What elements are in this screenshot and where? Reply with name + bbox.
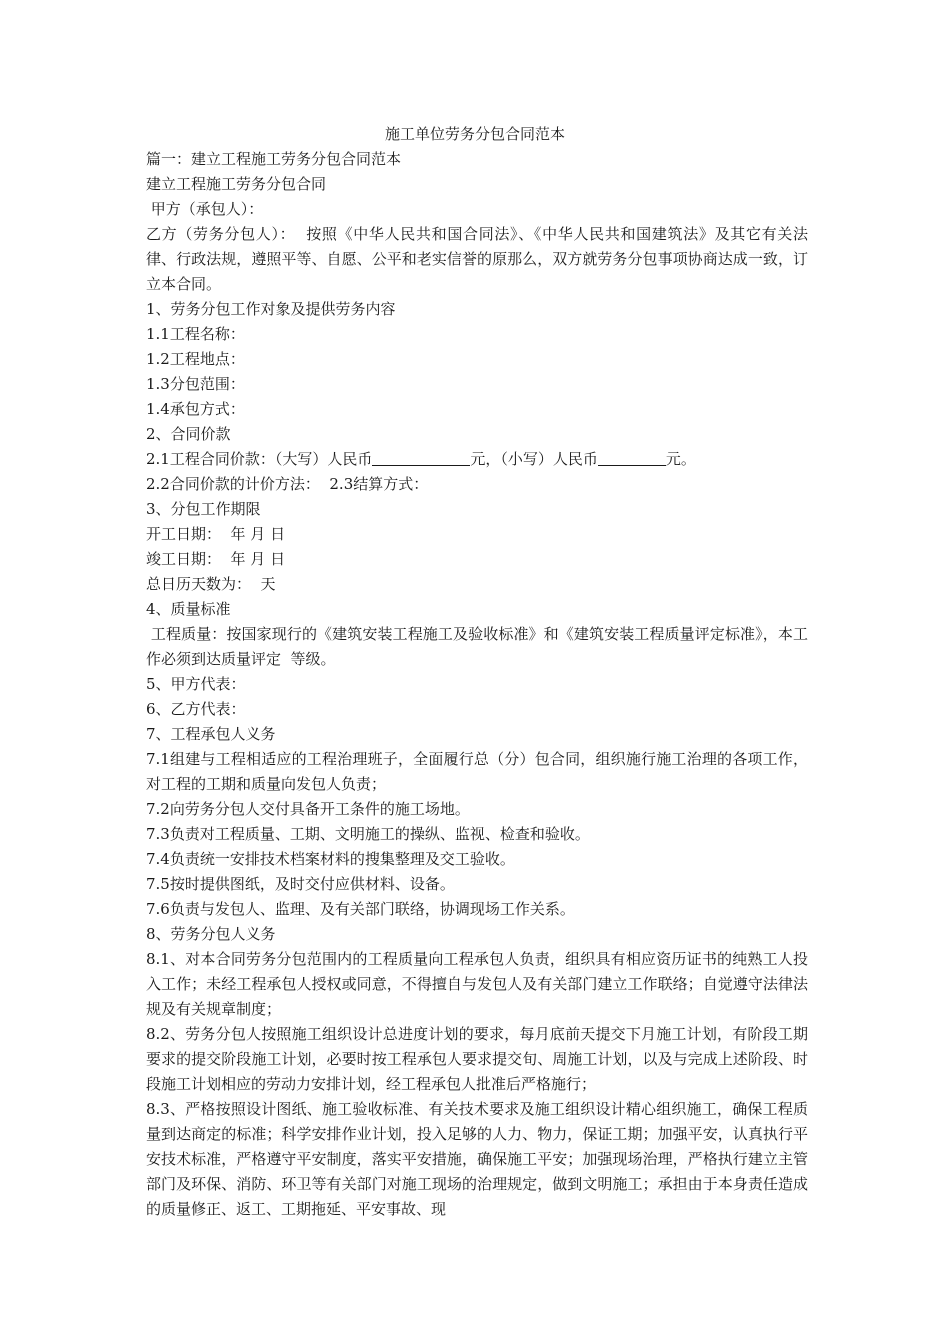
completion-date-line: 竣工日期： 年 月 日 [146,550,286,568]
section-3-heading: 3、分包工作期限 [146,500,261,518]
price-line-suffix: 元。 [665,450,696,468]
item-1-4: 1.4承包方式： [146,400,245,418]
item-7-6: 7.6负责与发包人、监理、及有关部门联络，协调现场工作关系。 [146,900,575,918]
item-2-1-price-line [146,447,808,472]
document-body [146,147,808,1222]
quality-paragraph: 工程质量：按国家现行的《建筑安装工程施工及验收标准》和《建筑安装工程质量评定标准》，本工作必须到达质量评定 等级。 [146,625,808,668]
section-4-heading: 4、质量标准 [146,600,231,618]
document-title: 施工单位劳务分包合同范本 [384,125,565,143]
item-7-4: 7.4负责统一安排技术档案材料的搜集整理及交工验收。 [146,850,515,868]
total-days-line: 总日历天数为： 天 [146,575,276,593]
price-line-mid: 元，（小写）人民币 [470,450,598,468]
amount-words-blank [372,447,470,466]
item-8-1: 8.1、对本合同劳务分包范围内的工程质量向工程承包人负责，组织具有相应资历证书的纯熟工人投入工作；未经工程承包人授权或同意，不得擅自与发包人及有关部门建立工作联络；自觉遵守法律法规及有关规章制度； [146,950,808,1018]
price-line-prefix: 2.1工程合同价款：（大写）人民币 [146,450,373,468]
section-5-party-a-rep: 5、甲方代表： [146,675,246,693]
section-7-heading: 7、工程承包人义务 [146,725,276,743]
item-7-3: 7.3负责对工程质量、工期、文明施工的操纵、监视、检查和验收。 [146,825,590,843]
item-7-2: 7.2向劳务分包人交付具备开工条件的施工场地。 [146,800,470,818]
contract-name: 建立工程施工劳务分包合同 [146,175,327,193]
item-8-3: 8.3、严格按照设计图纸、施工验收标准、有关技术要求及施工组织设计精心组织施工，确保工程质量到达商定的标准；科学安排作业计划，投入足够的人力、物力，保证工期；加强平安，认真执行平安技术标准，严格遵守平安制度，落实平安措施，确保施工平安；加强现场治理，严格执行建立主管部门及环保、消防、环卫等有关部门对施工现场的治理规定，做到文明施工；承担由于本身责任造成的质量修正、返工、工期拖延、平安事故、现 [146,1100,808,1218]
item-1-2: 1.2工程地点： [146,350,245,368]
start-date-line: 开工日期： 年 月 日 [146,525,286,543]
item-7-1: 7.1组建与工程相适应的工程治理班子，全面履行总（分）包合同，组织施行施工治理的各项工作，对工程的工期和质量向发包人负责； [146,750,808,793]
item-8-2: 8.2、劳务分包人按照施工组织设计总进度计划的要求，每月底前天提交下月施工计划，有阶段工期要求的提交阶段施工计划，必要时按工程承包人要求提交旬、周施工计划，以及与完成上述阶段、时段施工计划相应的劳动力安排计划，经工程承包人批准后严格施行； [146,1025,808,1093]
party-b-paragraph: 乙方（劳务分包人）： 按照《中华人民共和国合同法》、《中华人民共和国建筑法》及其它有关法律、行政法规，遵照平等、自愿、公平和老实信誉的原那么，双方就劳务分包事项协商达成一致，订立本合同。 [146,225,808,293]
item-1-1: 1.1工程名称： [146,325,245,343]
item-7-5: 7.5按时提供图纸，及时交付应供材料、设备。 [146,875,455,893]
section-8-heading: 8、劳务分包人义务 [146,925,276,943]
amount-figures-blank [598,447,666,466]
heading-chapter-one: 篇一：建立工程施工劳务分包合同范本 [146,150,402,168]
section-1-heading: 1、劳务分包工作对象及提供劳务内容 [146,300,396,318]
section-6-party-b-rep: 6、乙方代表： [146,700,246,718]
party-a-line: 甲方（承包人）： [146,200,264,218]
item-1-3: 1.3分包范围： [146,375,245,393]
section-2-heading: 2、合同价款 [146,425,231,443]
item-2-2-2-3: 2.2合同价款的计价方法： 2.3结算方式： [146,475,429,493]
